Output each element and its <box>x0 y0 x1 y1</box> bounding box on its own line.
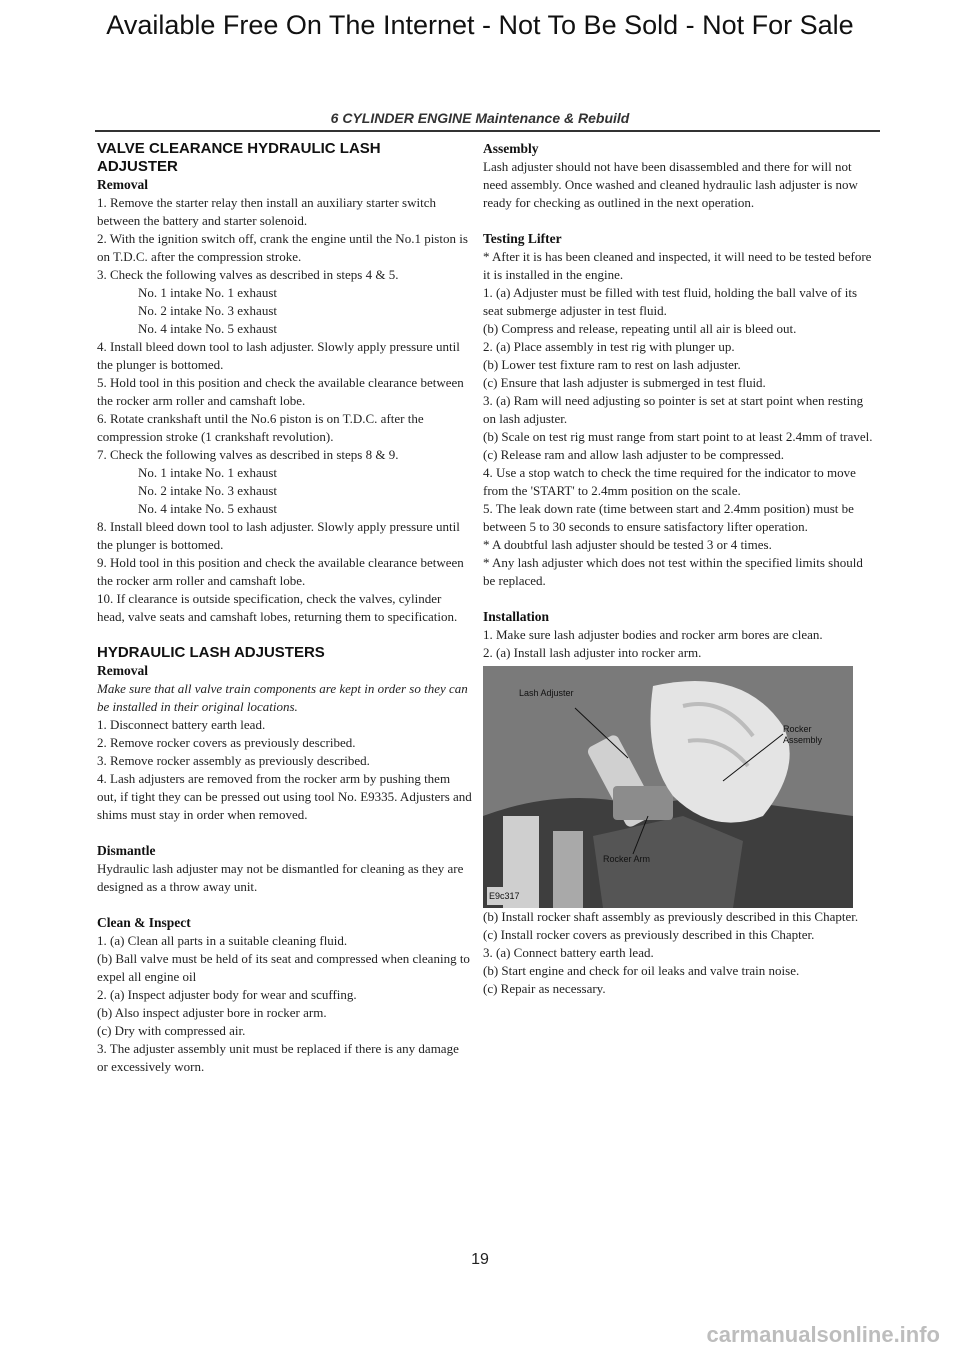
testing-step: (b) Compress and release, repeating until all air is bleed out. <box>483 321 797 336</box>
removal-step-5: 5. Hold tool in this position and check the available clearance between the rocker arm roller and camshaft lobe. <box>97 375 464 408</box>
dismantle-heading: Dismantle <box>97 843 156 858</box>
clean-step: 2. (a) Inspect adjuster body for wear and scuffing. <box>97 987 357 1002</box>
testing-step: (c) Ensure that lash adjuster is submerged in test fluid. <box>483 375 766 390</box>
section-title-line-2: ADJUSTER <box>97 158 178 175</box>
removal-step-6: 6. Rotate crankshaft until the No.6 piston is on T.D.C. after the compression stroke (1 crankshaft revolution). <box>97 411 424 444</box>
valve-list-item: No. 4 intake No. 5 exhaust <box>138 321 278 336</box>
testing-step: * After it is has been cleaned and inspected, it will need to be tested before it is installed in the engine. <box>483 249 872 282</box>
photo-illustration <box>483 666 853 908</box>
clean-step: (b) Also inspect adjuster bore in rocker arm. <box>97 1005 327 1020</box>
running-header: 6 CYLINDER ENGINE Maintenance & Rebuild <box>330 110 630 126</box>
clean-step: 3. The adjuster assembly unit must be replaced if there is any damage or excessively worn. <box>97 1041 459 1074</box>
testing-step: * A doubtful lash adjuster should be tested 3 or 4 times. <box>483 537 772 552</box>
removal-step-7: 7. Check the following valves as described in steps 8 & 9. <box>97 447 399 462</box>
label-rocker-assembly: Rocker Assembly <box>783 724 823 745</box>
clean-step: 1. (a) Clean all parts in a suitable cleaning fluid. <box>97 933 348 948</box>
figure-code: E9c317 <box>487 887 522 905</box>
testing-step: * Any lash adjuster which does not test within the specified limits should be replaced. <box>483 555 863 588</box>
removal-step-4: 4. Install bleed down tool to lash adjuster. Slowly apply pressure until the plunger is bottomed. <box>97 339 460 372</box>
testing-step: (b) Lower test fixture ram to rest on lash adjuster. <box>483 357 741 372</box>
page-number: 19 <box>471 1251 489 1268</box>
removal-step-10: 10. If clearance is outside specification, check the valves, cylinder head, valve seats and camshaft lobes, returning them to specification. <box>97 591 458 624</box>
label-rocker-arm: Rocker Arm <box>603 854 651 864</box>
hla-section-title: HYDRAULIC LASH ADJUSTERS <box>97 644 325 661</box>
installation-step: (c) Repair as necessary. <box>483 981 606 996</box>
valve-list-item: No. 1 intake No. 1 exhaust <box>138 465 278 480</box>
testing-step: 5. The leak down rate (time between start and 2.4mm position) must be between 5 to 30 seconds to ensure satisfactory lifter operation. <box>483 501 854 534</box>
installation-step: 3. (a) Connect battery earth lead. <box>483 945 654 960</box>
assembly-heading: Assembly <box>483 141 539 156</box>
removal-heading: Removal <box>97 177 148 192</box>
hla-step-2: 2. Remove rocker covers as previously described. <box>97 735 356 750</box>
hla-step-4: 4. Lash adjusters are removed from the rocker arm by pushing them out, if tight they can be pressed out using tool No. E9335. Adjusters and shims must stay in order when removed. <box>97 771 472 822</box>
installation-step: (c) Install rocker covers as previously described in this Chapter. <box>483 927 815 942</box>
removal-step-9: 9. Hold tool in this position and check the available clearance between the rocker arm roller and camshaft lobe. <box>97 555 464 588</box>
header-rule <box>95 130 880 132</box>
valve-list-item: No. 1 intake No. 1 exhaust <box>138 285 278 300</box>
hla-step-1: 1. Disconnect battery earth lead. <box>97 717 266 732</box>
site-watermark: carmanualsonline.info <box>706 1322 940 1347</box>
testing-step: 1. (a) Adjuster must be filled with test fluid, holding the ball valve of its seat submerge adjuster in test fluid. <box>483 285 858 318</box>
valve-list-item: No. 2 intake No. 3 exhaust <box>138 483 278 498</box>
hla-note: Make sure that all valve train components are kept in order so they can be installed in their original locations. <box>97 681 468 714</box>
lash-adjuster-photo <box>483 666 853 908</box>
removal-step-8: 8. Install bleed down tool to lash adjuster. Slowly apply pressure until the plunger is bottomed. <box>97 519 460 552</box>
label-lash-adjuster: Lash Adjuster <box>519 688 574 698</box>
testing-step: (b) Scale on test rig must range from start point to at least 2.4mm of travel. <box>483 429 873 444</box>
removal-step-3: 3. Check the following valves as described in steps 4 & 5. <box>97 267 399 282</box>
hla-step-3: 3. Remove rocker assembly as previously described. <box>97 753 370 768</box>
installation-step: 2. (a) Install lash adjuster into rocker arm. <box>483 645 702 660</box>
section-title-line-1: VALVE CLEARANCE HYDRAULIC LASH <box>97 140 381 157</box>
testing-step: 2. (a) Place assembly in test rig with plunger up. <box>483 339 735 354</box>
clean-step: (c) Dry with compressed air. <box>97 1023 246 1038</box>
valve-list-item: No. 4 intake No. 5 exhaust <box>138 501 278 516</box>
installation-heading: Installation <box>483 609 550 624</box>
testing-step: 3. (a) Ram will need adjusting so pointer is set at start point when resting on lash adjuster. <box>483 393 864 426</box>
installation-step: (b) Start engine and check for oil leaks and valve train noise. <box>483 963 800 978</box>
valve-list-item: No. 2 intake No. 3 exhaust <box>138 303 278 318</box>
removal-step-1: 1. Remove the starter relay then install an auxiliary starter switch between the battery and starter solenoid. <box>97 195 436 228</box>
assembly-text: Lash adjuster should not have been disassembled and there for will not need assembly. Once washed and cleaned hydraulic lash adjuster is now ready for checking as outlined in the next operation. <box>483 159 858 210</box>
testing-heading: Testing Lifter <box>483 231 562 246</box>
testing-step: (c) Release ram and allow lash adjuster to be compressed. <box>483 447 785 462</box>
installation-step: (b) Install rocker shaft assembly as previously described in this Chapter. <box>483 909 859 924</box>
hla-removal-heading: Removal <box>97 663 148 678</box>
right-column <box>483 140 876 998</box>
free-distribution-banner: Available Free On The Internet - Not To Be Sold - Not For Sale <box>106 10 854 40</box>
installation-step: 1. Make sure lash adjuster bodies and rocker arm bores are clean. <box>483 627 823 642</box>
removal-step-2: 2. With the ignition switch off, crank the engine until the No.1 piston is on T.D.C. after the compression stroke. <box>97 231 468 264</box>
dismantle-text: Hydraulic lash adjuster may not be dismantled for cleaning as they are designed as a throw away unit. <box>97 861 464 894</box>
testing-step: 4. Use a stop watch to check the time required for the indicator to move from the 'START' to 2.4mm position on the scale. <box>483 465 856 498</box>
clean-heading: Clean & Inspect <box>97 915 191 930</box>
left-column <box>97 140 472 1076</box>
clean-step: (b) Ball valve must be held of its seat and compressed when cleaning to expel all engine oil <box>97 951 470 984</box>
